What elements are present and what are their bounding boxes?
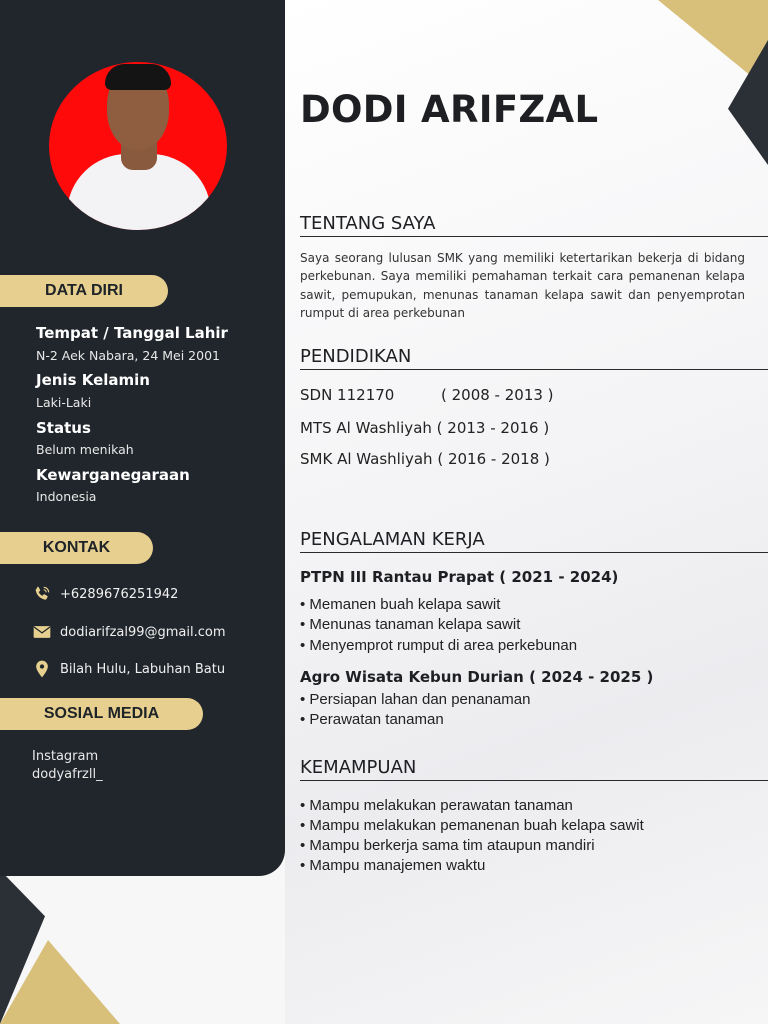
- field-label-status: Status: [36, 419, 91, 437]
- skills-heading: KEMAMPUAN: [300, 757, 768, 781]
- data-diri-heading: DATA DIRI: [0, 275, 168, 307]
- mail-icon: [32, 622, 52, 642]
- email-address: dodiarifzal99@gmail.com: [60, 624, 226, 640]
- kontak-heading: KONTAK: [0, 532, 153, 564]
- sosial-media-heading: SOSIAL MEDIA: [0, 698, 203, 730]
- field-value-status: Belum menikah: [36, 442, 134, 457]
- skill-item: • Mampu melakukan perawatan tanaman: [300, 797, 573, 814]
- field-label-gender: Jenis Kelamin: [36, 371, 150, 389]
- about-text: Saya seorang lulusan SMK yang memiliki ketertarikan bekerja di bidang perkebunan. Saya memiliki pemahaman terkait cara pemanenan kelapa sawit, pemupukan, menunas tanaman kelapa sawit dan penyemprotan rumput di area perkebunan: [300, 251, 745, 320]
- contact-phone[interactable]: [32, 584, 178, 604]
- education-years: ( 2013 - 2016 ): [436, 419, 550, 437]
- profile-photo: [49, 62, 227, 230]
- education-school: SMK Al Washliyah: [300, 450, 433, 468]
- job-title: Agro Wisata Kebun Durian ( 2024 - 2025 ): [300, 668, 654, 686]
- location-text: Bilah Hulu, Labuhan Batu: [60, 661, 226, 677]
- field-value-gender: Laki-Laki: [36, 395, 92, 410]
- photo-hair: [105, 64, 171, 90]
- job-duty: • Memanen buah kelapa sawit: [300, 596, 501, 613]
- contact-location: [32, 659, 225, 679]
- social-handle[interactable]: dodyafrzll_: [32, 767, 103, 782]
- job-duty: • Menyemprot rumput di area perkebunan: [300, 637, 578, 654]
- job-title: PTPN III Rantau Prapat ( 2021 - 2024): [300, 568, 619, 586]
- about-heading: TENTANG SAYA: [300, 213, 768, 237]
- social-platform: Instagram: [32, 749, 99, 764]
- experience-heading: PENGALAMAN KERJA: [300, 529, 768, 553]
- location-pin-icon: [32, 659, 52, 679]
- page-title: DODI ARIFZAL: [300, 88, 599, 131]
- job-duty: • Menunas tanaman kelapa sawit: [300, 616, 521, 633]
- contact-email[interactable]: [32, 622, 226, 642]
- education-item: [300, 450, 550, 468]
- job-duty: • Perawatan tanaman: [300, 711, 444, 728]
- education-heading: PENDIDIKAN: [300, 346, 768, 370]
- education-years: ( 2008 - 2013 ): [441, 386, 554, 404]
- job-duty: • Persiapan lahan dan penanaman: [300, 691, 531, 708]
- skill-item: • Mampu berkerja sama tim ataupun mandiri: [300, 837, 595, 854]
- field-value-citizenship: Indonesia: [36, 489, 97, 504]
- phone-number: +6289676251942: [60, 586, 179, 602]
- education-item: [300, 386, 554, 404]
- education-item: [300, 419, 549, 437]
- skill-item: • Mampu melakukan pemanenan buah kelapa sawit: [300, 817, 644, 834]
- education-school: MTS Al Washliyah: [300, 419, 432, 437]
- education-school: SDN 112170: [300, 386, 395, 404]
- sidebar: [0, 0, 285, 876]
- education-years: ( 2016 - 2018 ): [437, 450, 550, 468]
- field-label-birth: Tempat / Tanggal Lahir: [36, 324, 228, 342]
- skill-item: • Mampu manajemen waktu: [300, 857, 486, 874]
- phone-icon: [32, 584, 52, 604]
- field-label-citizenship: Kewarganegaraan: [36, 466, 190, 484]
- field-value-birth: N-2 Aek Nabara, 24 Mei 2001: [36, 348, 220, 363]
